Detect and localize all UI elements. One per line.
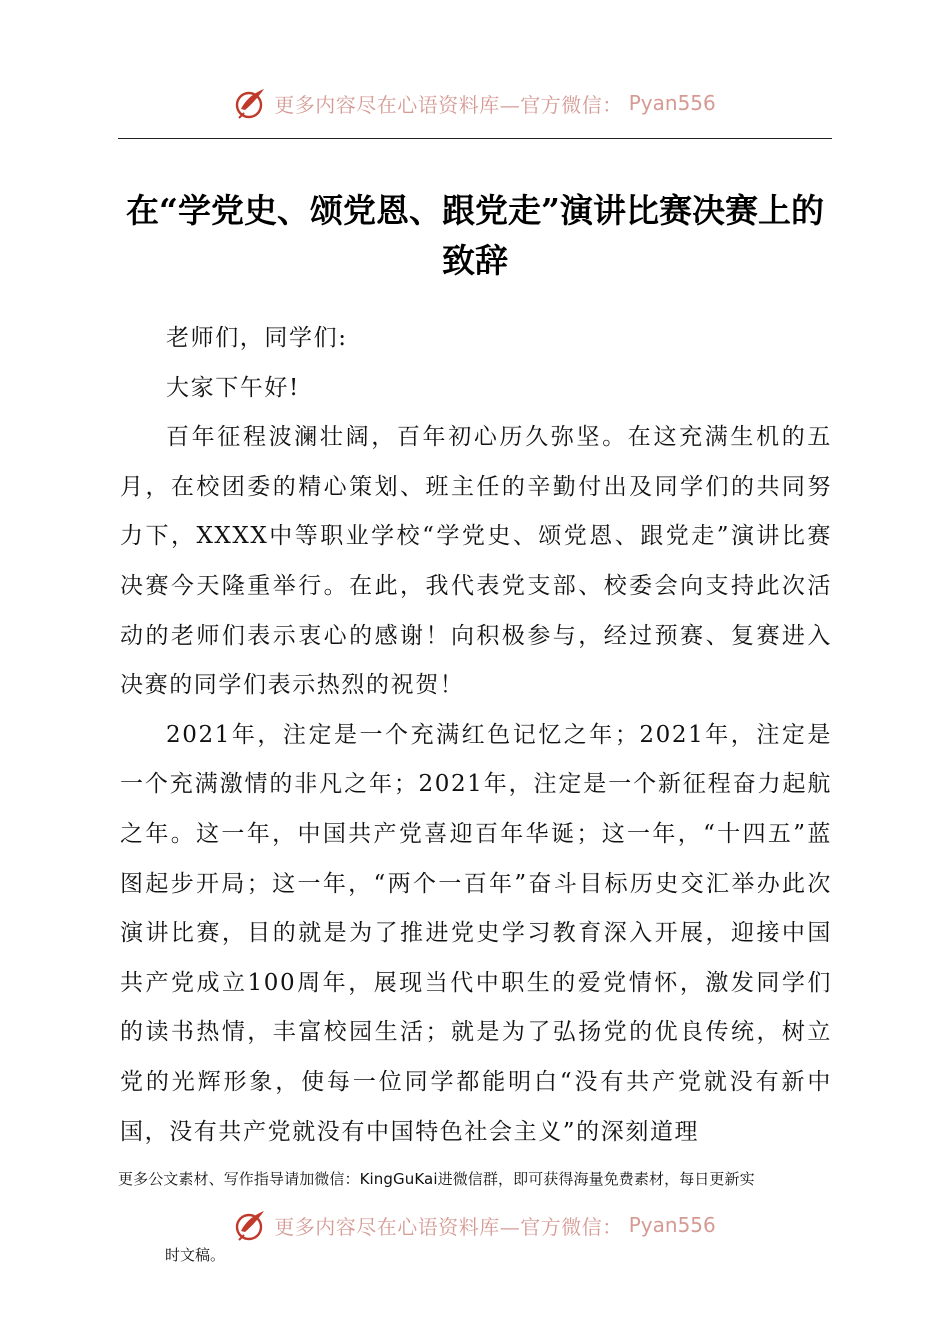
header-watermark-banner <box>0 86 950 120</box>
body-paragraph: 2021年，注定是一个充满红色记忆之年；2021年，注定是一个充满激情的非凡之年；2021年，注定是一个新征程奋力起航之年。这一年，中国共产党喜迎百年华诞；这一年，“十四五”蓝图起步开局；这一年，“两个一百年”奋斗目标历史交汇举办此次演讲比赛，目的就是为了推进党史学习教育深入开展，迎接中国共产党成立100周年，展现当代中职生的爱党情怀，激发同学们的读书热情，丰富校园生活；就是为了弘扬党的优良传统，树立党的光辉形象，使每一位同学都能明白“没有共产党就没有新中国，没有共产党就没有中国特色社会主义”的深刻道理 <box>120 721 832 1145</box>
banner-wechat-id: Pyan556 <box>628 91 716 115</box>
quill-logo-icon <box>234 1208 268 1242</box>
document-title: 在“学党史、颂党恩、跟党走”演讲比赛决赛上的致辞 <box>126 191 824 280</box>
body-paragraph: 百年征程波澜壮阔，百年初心历久弥坚。在这充满生机的五月，在校团委的精心策划、班主任的辛勤付出及同学们的共同努力下，XXXX中等职业学校“学党史、颂党恩、跟党走”演讲比赛决赛今天隆重举行。在此，我代表党支部、校委会向支持此次活动的老师们表示衷心的感谢！向积极参与，经过预赛、复赛进入决赛的同学们表示热烈的祝贺！ <box>120 424 832 699</box>
footer-watermark-banner <box>0 1208 950 1242</box>
banner-text: 更多内容尽在心语资料库—官方微信： <box>274 1214 623 1239</box>
footer-promo-text-continued: 时文稿。 <box>165 1246 226 1264</box>
banner-text: 更多内容尽在心语资料库—官方微信： <box>274 92 623 117</box>
greeting-line: 老师们，同学们: <box>166 325 348 351</box>
quill-logo-icon <box>234 86 268 120</box>
salutation-line: 大家下午好! <box>166 374 300 401</box>
document-body <box>120 314 832 1157</box>
footer-promo-text: 更多公文素材、写作指导请加微信：KingGuKai进微信群，即可获得海量免费素材，每日更新实 <box>118 1170 755 1188</box>
header-rule <box>118 138 832 139</box>
banner-wechat-id: Pyan556 <box>628 1213 716 1237</box>
